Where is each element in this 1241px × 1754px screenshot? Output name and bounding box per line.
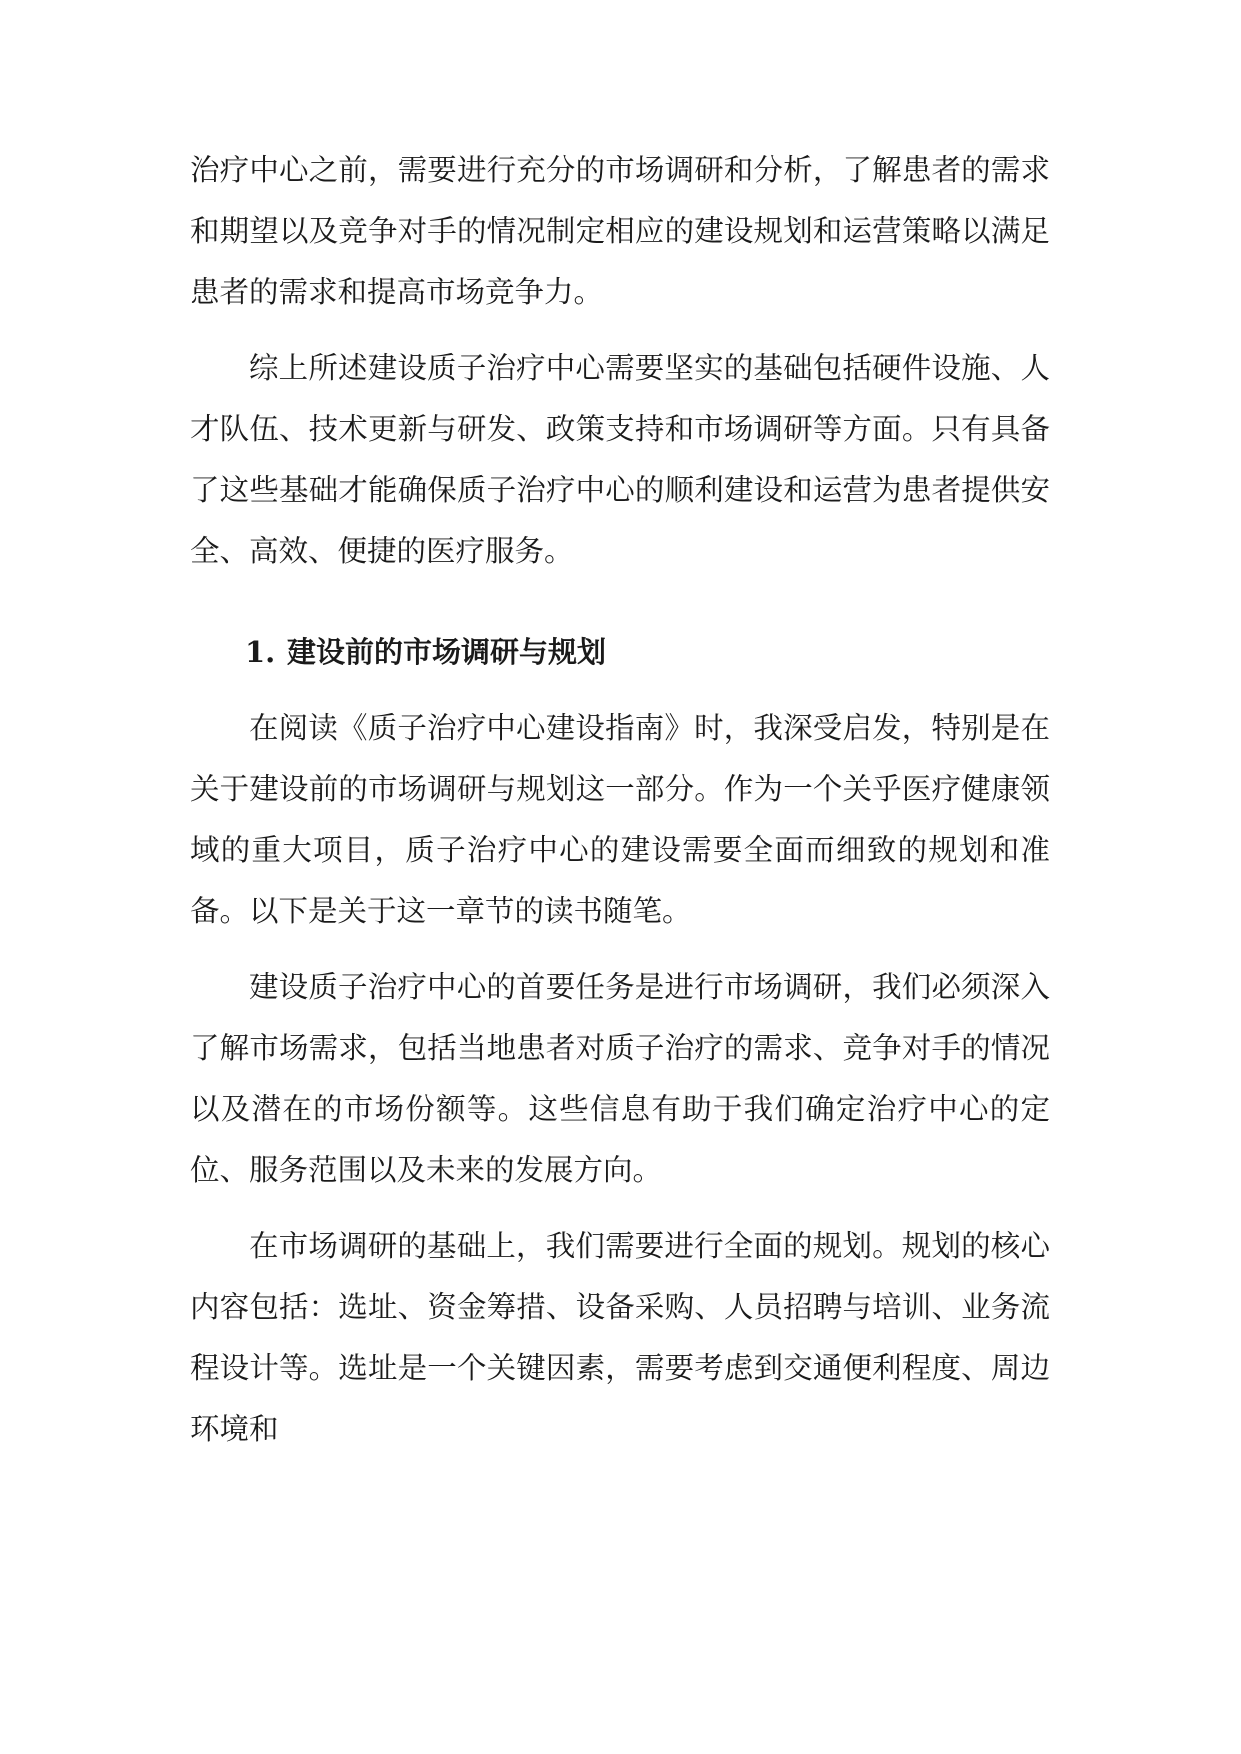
section-number: 1. (245, 635, 276, 669)
paragraph-market-research: 建设质子治疗中心的首要任务是进行市场调研，我们必须深入了解市场需求，包括当地患者对质子治疗的需求、竞争对手的情况以及潜在的市场份额等。这些信息有助于我们确定治疗中心的定位、服务范围以及未来的发展方向。 (190, 970, 1050, 1187)
section-title: 建设前的市场调研与规划 (287, 635, 607, 669)
paragraph-planning: 在市场调研的基础上，我们需要进行全面的规划。规划的核心内容包括：选址、资金筹措、设备采购、人员招聘与培训、业务流程设计等。选址是一个关键因素，需要考虑到交通便利程度、周边环境和 (190, 1229, 1050, 1446)
paragraph-summary: 综上所述建设质子治疗中心需要坚实的基础包括硬件设施、人才队伍、技术更新与研发、政策支持和市场调研等方面。只有具备了这些基础才能确保质子治疗中心的顺利建设和运营为患者提供安全、高效、便捷的医疗服务。 (190, 351, 1050, 568)
paragraph-continued: 治疗中心之前，需要进行充分的市场调研和分析，了解患者的需求和期望以及竞争对手的情况制定相应的建设规划和运营策略以满足患者的需求和提高市场竞争力。 (190, 153, 1050, 309)
section-heading (190, 622, 1050, 683)
paragraph-reading-intro: 在阅读《质子治疗中心建设指南》时，我深受启发，特别是在关于建设前的市场调研与规划这一部分。作为一个关乎医疗健康领域的重大项目，质子治疗中心的建设需要全面而细致的规划和准备。以下是关于这一章节的读书随笔。 (190, 711, 1050, 928)
document-body (190, 140, 1050, 1475)
